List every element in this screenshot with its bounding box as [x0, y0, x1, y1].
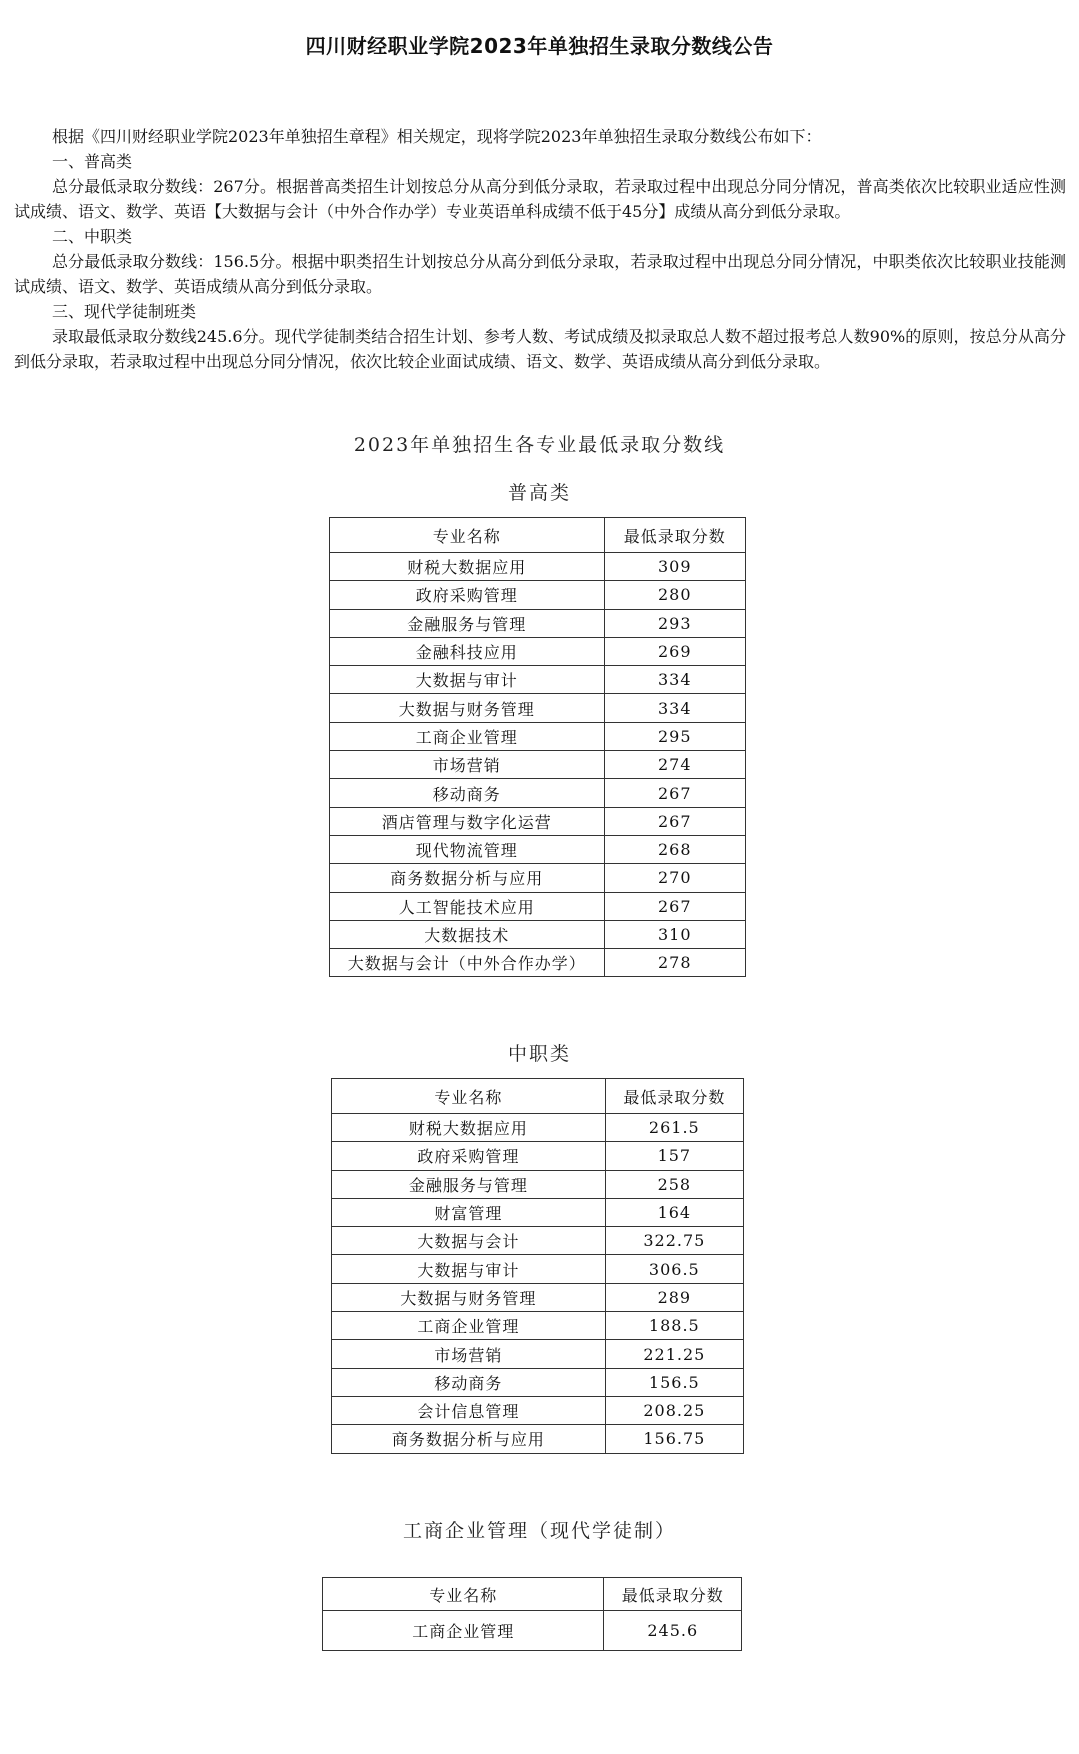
apprenticeship-paragraph: 录取最低录取分数线245.6分。现代学徒制类结合招生计划、参考人数、考试成绩及拟录取总人数不超过报考总人数90%的原则，按总分从高分到低分录取，若录取过程中出现总分同分情况，依次比较企业面试成绩、语文、数学、英语成绩从高分到低分录取。 [14, 327, 1066, 371]
table-row [332, 1198, 744, 1226]
table-row [330, 581, 746, 609]
general-score-table [329, 517, 746, 977]
min-score-cell: 309 [604, 553, 745, 581]
table-row [332, 1283, 744, 1311]
score-header: 最低录取分数 [604, 1578, 742, 1611]
min-score-cell: 270 [604, 864, 745, 892]
table-header-row [330, 518, 746, 553]
table-row [330, 949, 746, 977]
major-name-cell: 财税大数据应用 [332, 1114, 606, 1142]
major-name-cell: 会计信息管理 [332, 1396, 606, 1424]
apprenticeship-table-caption: 工商企业管理（现代学徒制） [402, 1520, 676, 1542]
major-name-cell: 大数据技术 [330, 920, 605, 948]
min-score-cell: 188.5 [605, 1312, 743, 1340]
major-name-cell: 大数据与会计（中外合作办学） [330, 949, 605, 977]
intro-paragraph: 根据《四川财经职业学院2023年单独招生章程》相关规定，现将学院2023年单独招生录取分数线公布如下： [52, 127, 822, 146]
table-row [330, 637, 746, 665]
major-name-cell: 财富管理 [332, 1198, 606, 1226]
table-row [332, 1255, 744, 1283]
major-name-cell: 移动商务 [330, 779, 605, 807]
table-row [332, 1340, 744, 1368]
major-name-cell: 市场营销 [332, 1340, 606, 1368]
min-score-cell: 322.75 [605, 1227, 743, 1255]
major-name-cell: 商务数据分析与应用 [330, 864, 605, 892]
table-row [332, 1396, 744, 1424]
table-row [330, 722, 746, 750]
score-header: 最低录取分数 [605, 1079, 743, 1114]
major-header: 专业名称 [323, 1578, 604, 1611]
page-title: 四川财经职业学院2023年单独招生录取分数线公告 [305, 34, 774, 58]
major-name-cell: 财税大数据应用 [330, 553, 605, 581]
major-name-cell: 政府采购管理 [330, 581, 605, 609]
major-name-cell: 大数据与财务管理 [330, 694, 605, 722]
min-score-cell: 278 [604, 949, 745, 977]
table-row [330, 694, 746, 722]
major-name-cell: 移动商务 [332, 1368, 606, 1396]
score-header: 最低录取分数 [604, 518, 745, 553]
min-score-cell: 221.25 [605, 1340, 743, 1368]
min-score-cell: 274 [604, 751, 745, 779]
major-name-cell: 金融科技应用 [330, 637, 605, 665]
min-score-cell: 269 [604, 637, 745, 665]
vocational-score-table [331, 1078, 744, 1454]
min-score-cell: 157 [605, 1142, 743, 1170]
table-row [332, 1227, 744, 1255]
min-score-cell: 310 [604, 920, 745, 948]
min-score-cell: 156.5 [605, 1368, 743, 1396]
min-score-cell: 267 [604, 807, 745, 835]
apprenticeship-score-table [322, 1577, 742, 1651]
table-row [332, 1312, 744, 1340]
section-heading-vocational: 二、中职类 [52, 227, 133, 246]
min-score-cell: 267 [604, 779, 745, 807]
major-header: 专业名称 [330, 518, 605, 553]
table-row [332, 1425, 744, 1453]
major-name-cell: 大数据与财务管理 [332, 1283, 606, 1311]
min-score-cell: 306.5 [605, 1255, 743, 1283]
announcement-body [14, 124, 1066, 374]
table-row [330, 864, 746, 892]
major-name-cell: 大数据与会计 [332, 1227, 606, 1255]
min-score-cell: 289 [605, 1283, 743, 1311]
min-score-cell: 208.25 [605, 1396, 743, 1424]
section-heading-general: 一、普高类 [52, 152, 133, 171]
table-row [330, 892, 746, 920]
major-name-cell: 人工智能技术应用 [330, 892, 605, 920]
min-score-cell: 258 [605, 1170, 743, 1198]
major-name-cell: 大数据与审计 [330, 666, 605, 694]
major-name-cell: 现代物流管理 [330, 835, 605, 863]
min-score-cell: 261.5 [605, 1114, 743, 1142]
table-row [330, 779, 746, 807]
table-row [330, 807, 746, 835]
table-row [330, 666, 746, 694]
table-row [330, 553, 746, 581]
major-name-cell: 工商企业管理 [323, 1611, 604, 1651]
min-score-cell: 280 [604, 581, 745, 609]
min-score-cell: 164 [605, 1198, 743, 1226]
min-score-cell: 293 [604, 609, 745, 637]
min-score-cell: 268 [604, 835, 745, 863]
general-table-caption: 普高类 [507, 482, 571, 504]
major-header: 专业名称 [332, 1079, 606, 1114]
min-score-cell: 334 [604, 666, 745, 694]
table-row [323, 1611, 742, 1651]
table-header-row [332, 1079, 744, 1114]
table-row [330, 920, 746, 948]
major-name-cell: 酒店管理与数字化运营 [330, 807, 605, 835]
major-name-cell: 政府采购管理 [332, 1142, 606, 1170]
major-name-cell: 工商企业管理 [332, 1312, 606, 1340]
table-row [332, 1142, 744, 1170]
table-row [332, 1114, 744, 1142]
score-table-title: 2023年单独招生各专业最低录取分数线 [353, 434, 726, 456]
general-paragraph: 总分最低录取分数线：267分。根据普高类招生计划按总分从高分到低分录取，若录取过程中出现总分同分情况，普高类依次比较职业适应性测试成绩、语文、数学、英语【大数据与会计（中外合作办学）专业英语单科成绩不低于45分】成绩从高分到低分录取。 [14, 177, 1066, 221]
min-score-cell: 156.75 [605, 1425, 743, 1453]
major-name-cell: 金融服务与管理 [332, 1170, 606, 1198]
major-name-cell: 市场营销 [330, 751, 605, 779]
table-header-row [323, 1578, 742, 1611]
table-row [330, 751, 746, 779]
major-name-cell: 金融服务与管理 [330, 609, 605, 637]
major-name-cell: 大数据与审计 [332, 1255, 606, 1283]
table-row [330, 835, 746, 863]
table-row [330, 609, 746, 637]
min-score-cell: 267 [604, 892, 745, 920]
min-score-cell: 295 [604, 722, 745, 750]
major-name-cell: 商务数据分析与应用 [332, 1425, 606, 1453]
major-name-cell: 工商企业管理 [330, 722, 605, 750]
min-score-cell: 245.6 [604, 1611, 742, 1651]
table-row [332, 1368, 744, 1396]
vocational-table-caption: 中职类 [507, 1043, 571, 1065]
section-heading-apprenticeship: 三、现代学徒制班类 [52, 302, 197, 321]
min-score-cell: 334 [604, 694, 745, 722]
vocational-paragraph: 总分最低录取分数线：156.5分。根据中职类招生计划按总分从高分到低分录取，若录取过程中出现总分同分情况，中职类依次比较职业技能测试成绩、语文、数学、英语成绩从高分到低分录取。 [14, 252, 1066, 296]
table-row [332, 1170, 744, 1198]
